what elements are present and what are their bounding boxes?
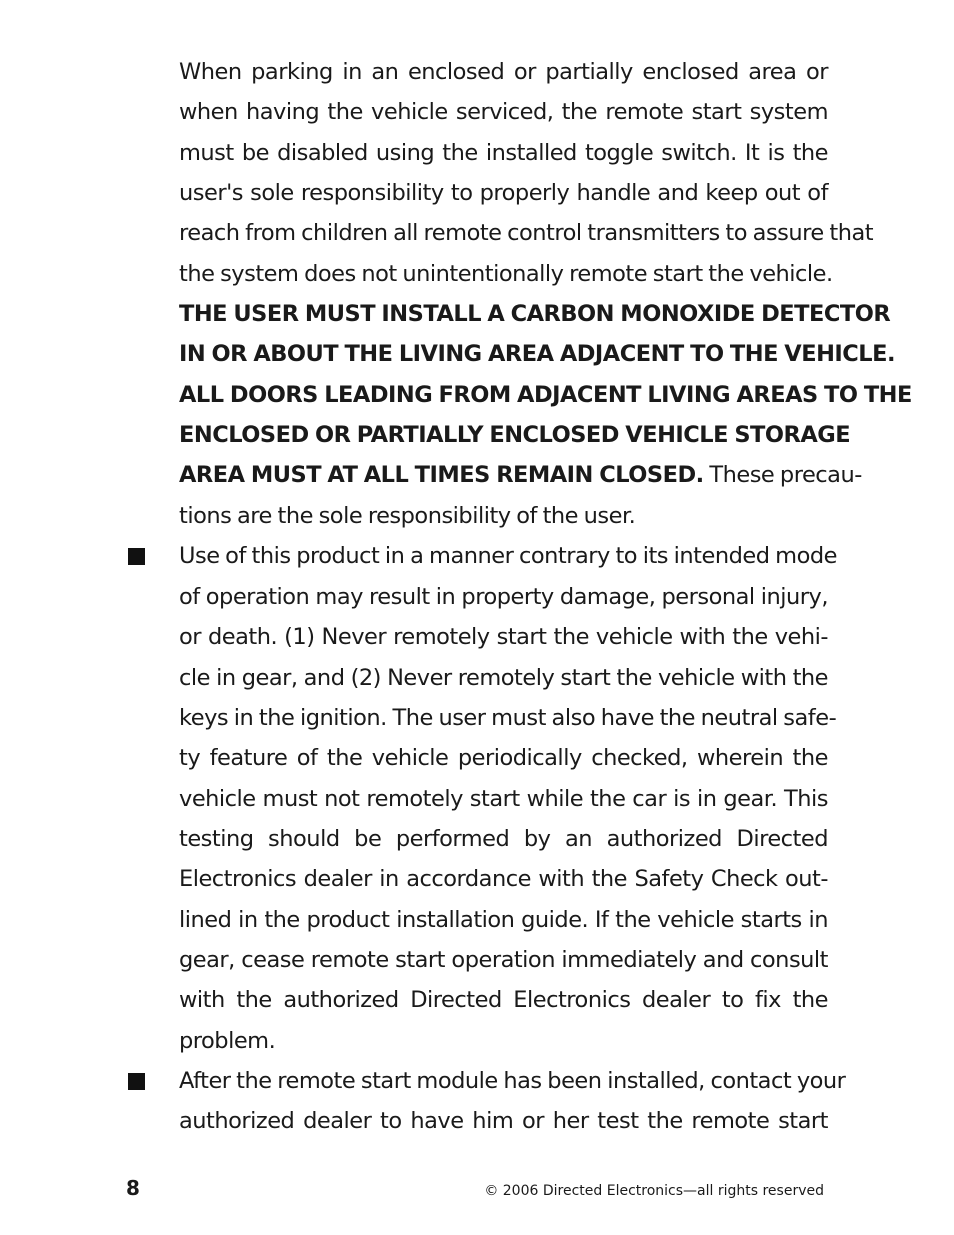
text-line: keys in the ignition. The user must also have the neutral safe- xyxy=(179,705,837,731)
text-line: with the authorized Directed Electronics dealer to fix the xyxy=(179,987,828,1013)
text-line: Use of this product in a manner contrary to its intended mode xyxy=(179,543,837,569)
warning-text: AREA MUST AT ALL TIMES REMAIN CLOSED. xyxy=(179,462,704,488)
text-line: Electronics dealer in accordance with the Safety Check out- xyxy=(179,866,828,892)
text-line: After the remote start module has been installed, contact your xyxy=(179,1068,846,1094)
text-line: of operation may result in property damage, personal injury, xyxy=(179,584,828,610)
text-line: reach from children all remote control transmitters to assure that xyxy=(179,220,874,246)
copyright-notice: © 2006 Directed Electronics—all rights reserved xyxy=(484,1183,824,1199)
page-number: 8 xyxy=(126,1176,140,1200)
mixed-line xyxy=(179,460,862,490)
text-line: or death. (1) Never remotely start the vehicle with the vehi- xyxy=(179,624,828,650)
warning-line: IN OR ABOUT THE LIVING AREA ADJACENT TO THE VEHICLE. xyxy=(179,341,896,367)
text-line: ty feature of the vehicle periodically checked, wherein the xyxy=(179,745,828,771)
text-line: vehicle must not remotely start while the car is in gear. This xyxy=(179,786,828,812)
text-line: authorized dealer to have him or her test the remote start xyxy=(179,1108,828,1134)
text-line: gear, cease remote start operation immediately and consult xyxy=(179,947,828,973)
text-line: cle in gear, and (2) Never remotely start the vehicle with the xyxy=(179,665,828,691)
square-bullet-icon xyxy=(128,548,145,565)
text-line: problem. xyxy=(179,1028,276,1054)
warning-line: ALL DOORS LEADING FROM ADJACENT LIVING AREAS TO THE xyxy=(179,382,912,408)
text-span: These precau- xyxy=(703,462,862,488)
text-line: user's sole responsibility to properly handle and keep out of xyxy=(179,180,828,206)
text-line: testing should be performed by an authorized Directed xyxy=(179,826,828,852)
text-line: When parking in an enclosed or partially enclosed area or xyxy=(179,59,828,85)
text-line: the system does not unintentionally remote start the vehicle. xyxy=(179,261,833,287)
warning-line: THE USER MUST INSTALL A CARBON MONOXIDE DETECTOR xyxy=(179,301,891,327)
text-line: tions are the sole responsibility of the user. xyxy=(179,503,636,529)
warning-line: ENCLOSED OR PARTIALLY ENCLOSED VEHICLE STORAGE xyxy=(179,422,851,448)
square-bullet-icon xyxy=(128,1073,145,1090)
text-line: when having the vehicle serviced, the remote start system xyxy=(179,99,828,125)
text-line: must be disabled using the installed toggle switch. It is the xyxy=(179,140,828,166)
text-line: lined in the product installation guide. If the vehicle starts in xyxy=(179,907,828,933)
